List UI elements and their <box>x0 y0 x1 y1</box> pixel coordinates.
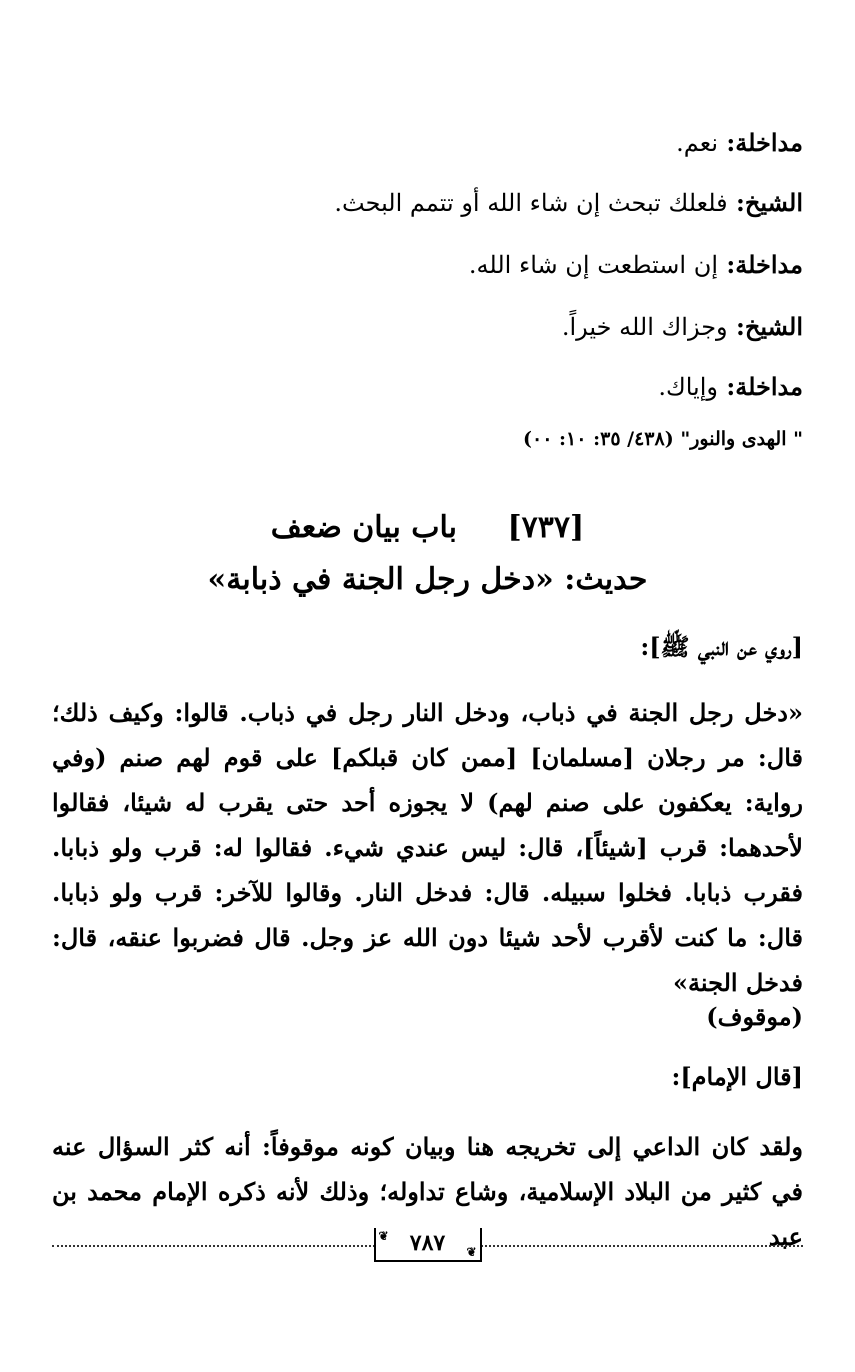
chapter-number: [٧٣٧] <box>507 510 585 545</box>
speaker-label: الشيخ: <box>736 188 803 217</box>
ornament-icon: ❦ <box>378 1229 389 1243</box>
grading-label: (موقوف) <box>706 1002 803 1031</box>
speaker-label: مداخلة: <box>726 128 803 157</box>
hadith-text: «دخل رجل الجنة في ذباب، ودخل النار رجل في ذباب. قالوا: وكيف ذلك؛ قال: مر رجلان [مسلمان] [ممن كان قبلكم] على قوم لهم صنم (وفي رواية: يعكفون على صنم لهم) لا يجوزه أحد حتى يقرب له شيئا، فقالوا لأحدهما: قرب [شيئاً]، قال: ليس عندي شيء. فقالوا له: قرب ولو ذبابا. فقرب ذبابا. فخلوا سبيله. قال: فدخل النار. وقالوا للآخر: قرب ولو ذبابا. قال: ما كنت لأقرب لأحد شيئا دون الله عز وجل. قال فضربوا عنقه، قال: فدخل الجنة» <box>52 698 803 997</box>
page-number-frame <box>374 1228 482 1262</box>
speaker-label: الشيخ: <box>736 312 803 341</box>
chapter-heading <box>52 502 803 606</box>
page-number: ٧٨٧ <box>409 1230 446 1256</box>
imam-label: [قال الإمام]: <box>671 1062 803 1091</box>
speech-text: فلعلك تبحث إن شاء الله أو تتمم البحث. <box>334 189 728 217</box>
chapter-title: باب بيان ضعف <box>270 510 457 545</box>
dialogue-line-1 <box>676 128 803 158</box>
chapter-title-line-1 <box>52 502 803 554</box>
chapter-title-line-2: حديث: «دخل رجل الجنة في ذبابة» <box>207 562 648 597</box>
dialogue-line-4 <box>562 312 803 342</box>
source-citation: " الهدى والنور" (٤٣٨/ ٣٥: ١٠: ٠٠) <box>522 428 803 450</box>
dialogue-line-3 <box>469 250 803 280</box>
dialogue-line-2 <box>334 188 803 218</box>
speech-text: وإياك. <box>658 373 718 401</box>
dialogue-line-5 <box>658 372 803 402</box>
imam-text: ولقد كان الداعي إلى تخريجه هنا وبيان كونه موقوفاً: أنه كثر السؤال عنه في كثير من البلاد الإسلامية، وشاع تداوله؛ وذلك لأنه ذكره الإمام محمد بن عبد <box>52 1132 803 1251</box>
speech-text: إن استطعت إن شاء الله. <box>468 251 718 279</box>
speaker-label: مداخلة: <box>726 372 803 401</box>
speech-text: وجزاك الله خيراً. <box>561 313 728 341</box>
speaker-label: مداخلة: <box>726 250 803 279</box>
page-footer <box>52 1228 803 1268</box>
narration-label: [روي عن النبي ﷺ]: <box>640 632 803 661</box>
speech-text: نعم. <box>676 129 718 157</box>
ornament-icon: ❦ <box>466 1245 477 1259</box>
